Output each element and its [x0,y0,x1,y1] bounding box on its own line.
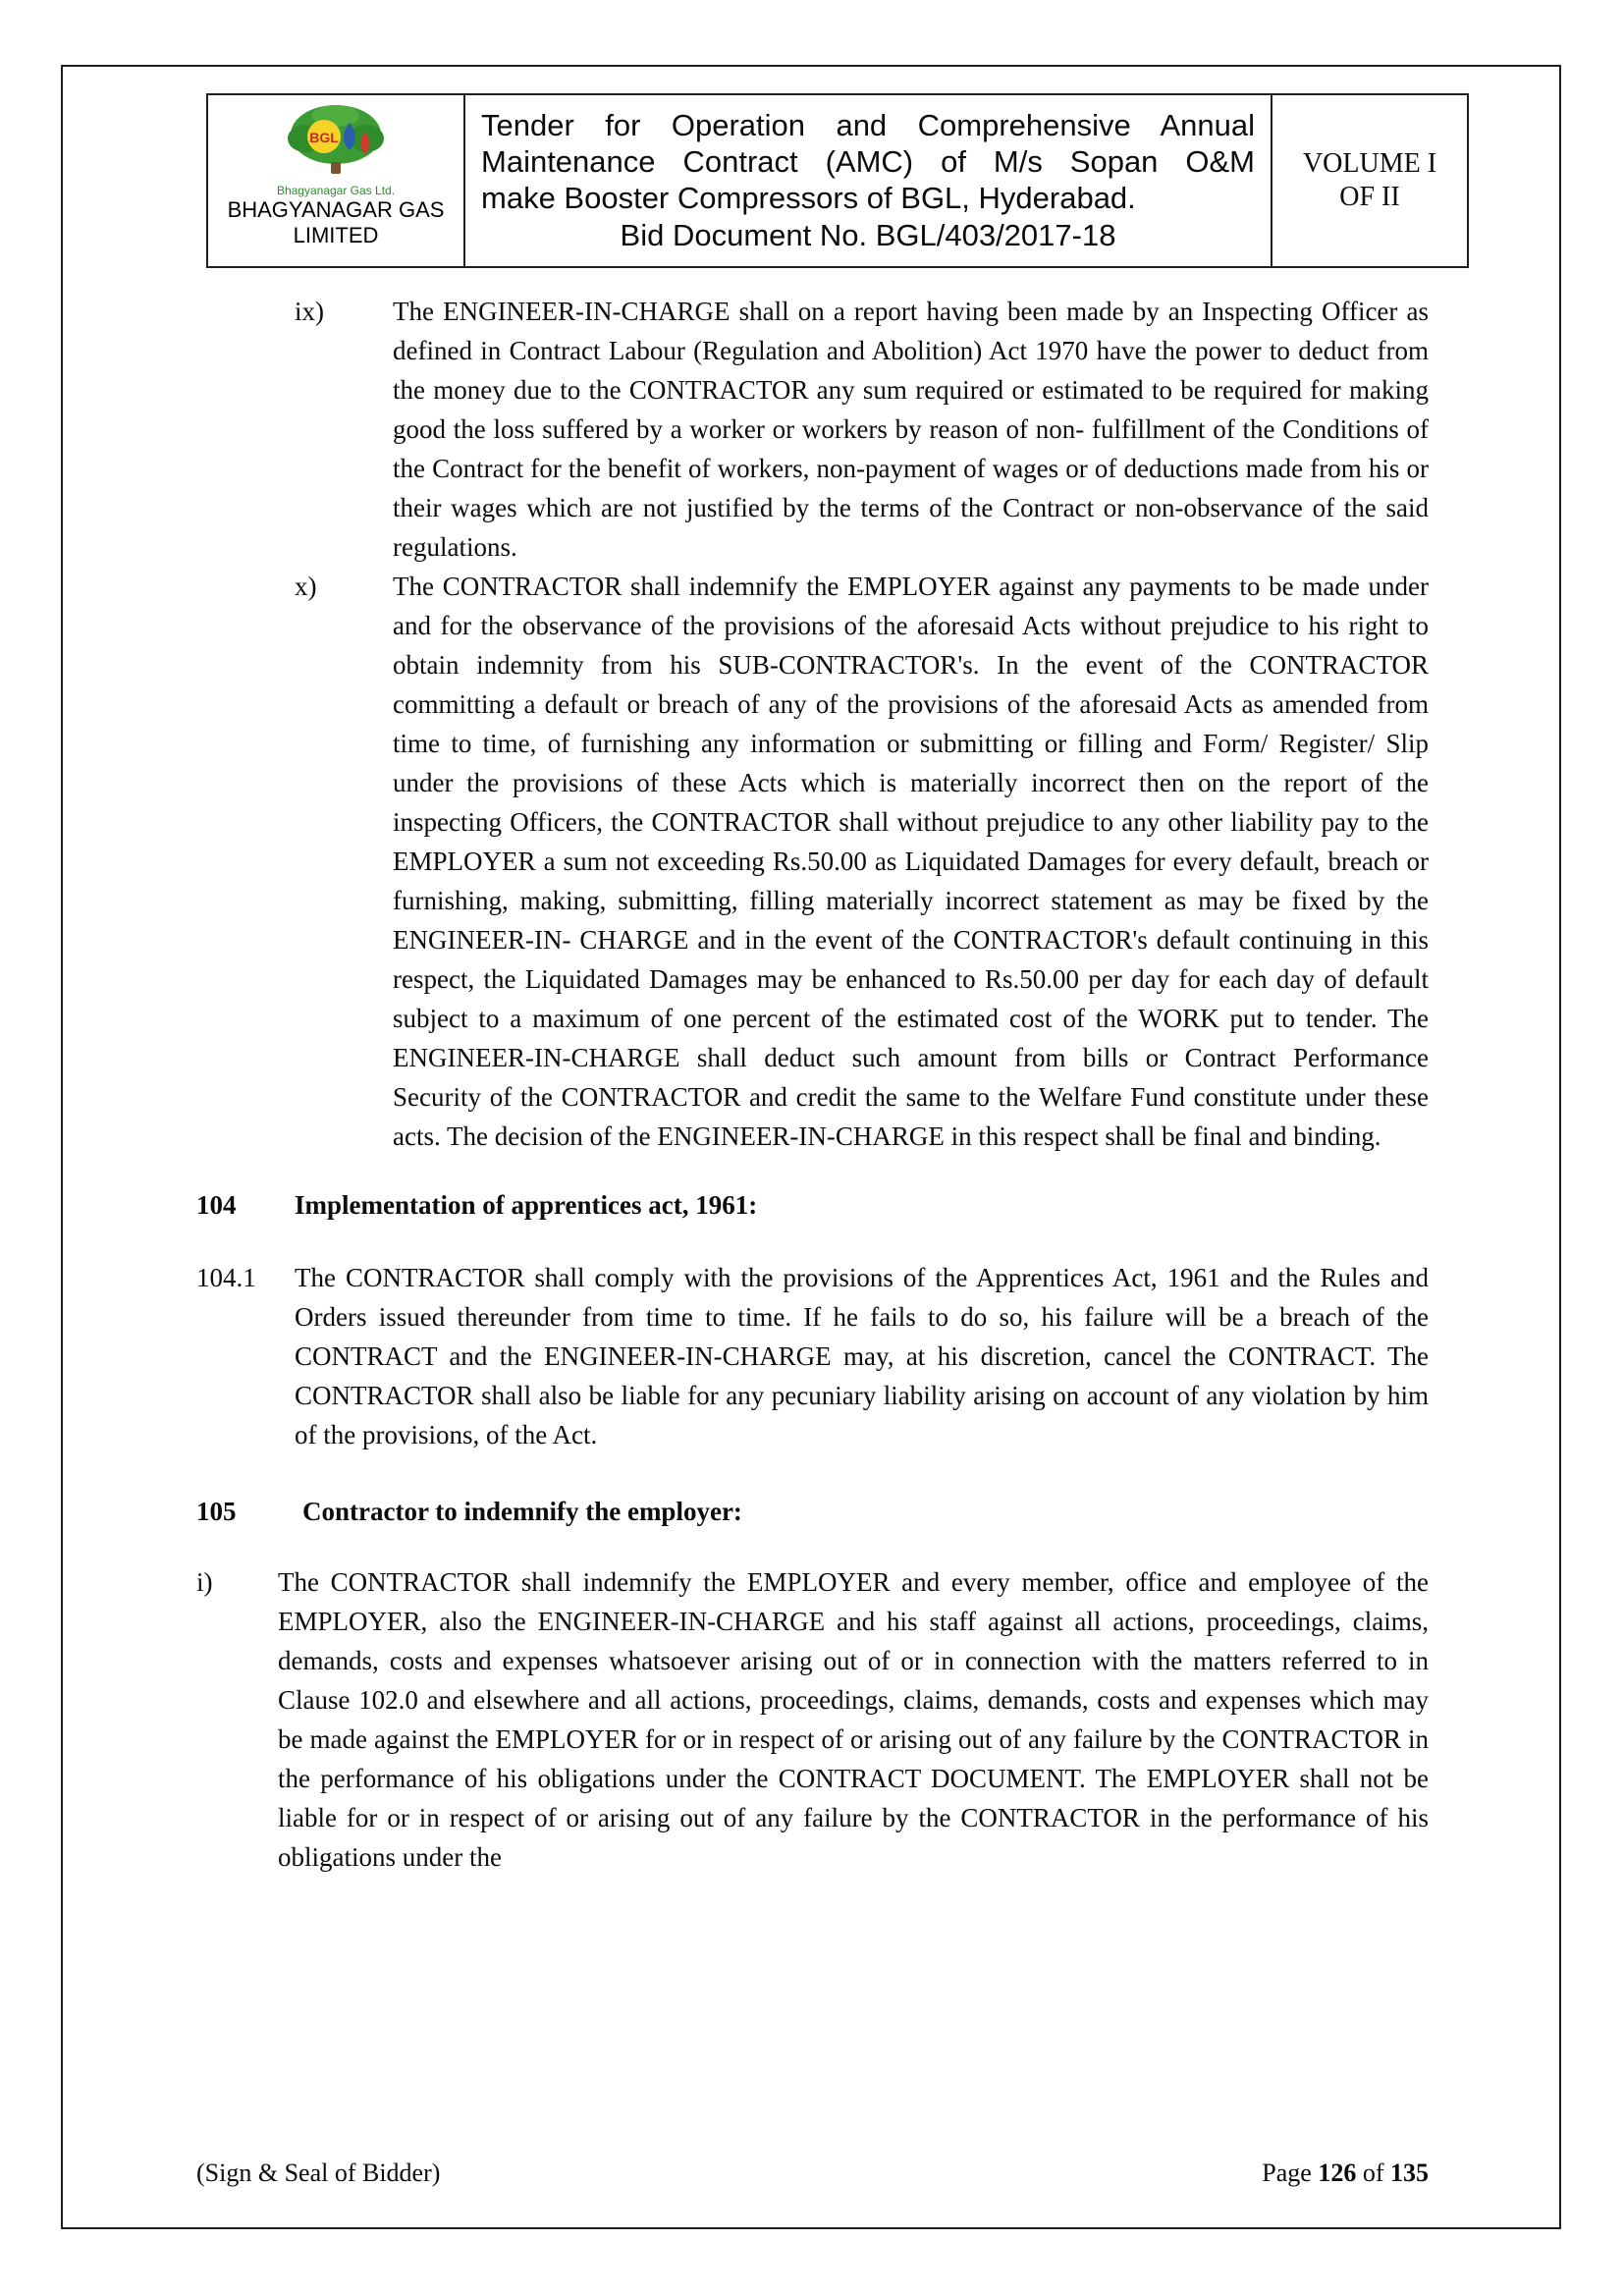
sign-seal-note: (Sign & Seal of Bidder) [196,2159,441,2187]
volume-line-1: VOLUME I [1302,148,1437,179]
page-total: 135 [1390,2159,1429,2187]
clause-marker: x) [295,572,317,601]
clause-item-i [196,1562,1429,1877]
logo-caption: Bhagyanagar Gas Ltd. [276,184,396,197]
document-body [196,292,1429,1877]
logo-cell [208,95,465,266]
tender-title-line-1: Tender for Operation and Comprehensive Annual [481,108,1255,142]
section-heading-104 [196,1185,1429,1225]
clause-text: The CONTRACTOR shall indemnify the EMPLOYER and every member, office and employee of the EMPLOYER, also the ENGINEER-IN-CHARGE and his staff against all actions, proceedings, claims, demands, costs and expenses whatsoever arising out of or in connection with the matters referred to in Clause 102.0 and elsewhere and all actions, proceedings, claims, demands, costs and expenses which may be made against the EMPLOYER for or in respect of or arising out of any failure by the CONTRACTOR in the performance of his obligations under the CONTRACT DOCUMENT. The EMPLOYER shall not be liable for or in respect of or arising out of any failure by the CONTRACTOR in the performance of his obligations under the [278,1567,1429,1872]
page-footer [196,2159,1429,2188]
page-current: 126 [1318,2159,1357,2187]
title-cell [465,95,1272,266]
section-number: 105 [196,1497,237,1526]
volume-cell [1272,95,1467,266]
of-word: of [1362,2159,1384,2187]
clause-marker: i) [196,1567,213,1597]
section-number: 104 [196,1190,237,1220]
org-name-line2: LIMITED [293,223,379,247]
section-title: Implementation of apprentices act, 1961: [295,1190,758,1220]
svg-text:BGL: BGL [309,130,339,145]
header-table [206,93,1469,268]
tender-title-line-2: Maintenance Contract (AMC) of M/s Sopan O&M [481,144,1255,179]
section-heading-105 [196,1492,1429,1531]
clause-item-ix [196,292,1429,567]
section-title: Contractor to indemnify the employer: [302,1497,742,1526]
section-paragraph-104-1 [196,1258,1429,1454]
org-name-line1: BHAGYANAGAR GAS [227,197,445,222]
bgl-logo-icon [278,101,394,186]
bid-document-number: Bid Document No. BGL/403/2017-18 [620,218,1116,252]
clause-item-x [196,567,1429,1156]
section-text: The CONTRACTOR shall comply with the provisions of the Apprentices Act, 1961 and the Rules and Orders issued thereunder from time to time. If he fails to do so, his failure will be a breach of the CONTRACT and the ENGINEER-IN-CHARGE may, at his discretion, cancel the CONTRACT. The CONTRACTOR shall also be liable for any pecuniary liability arising on account of any violation by him of the provisions, of the Act. [295,1263,1429,1449]
section-number: 104.1 [196,1263,256,1292]
clause-marker: ix) [295,297,324,326]
page-word: Page [1262,2159,1312,2187]
tender-title-line-3: make Booster Compressors of BGL, Hyderabad. [481,181,1136,215]
page-number [1262,2159,1429,2188]
clause-text: The CONTRACTOR shall indemnify the EMPLOYER against any payments to be made under and for the observance of the provisions of the aforesaid Acts without prejudice to his right to obtain indemnity from his SUB-CONTRACTOR's. In the event of the CONTRACTOR committing a default or breach of any of the provisions of the aforesaid Acts as amended from time to time, of furnishing any information or submitting or filling and Form/ Register/ Slip under the provisions of these Acts which is materially incorrect then on the report of the inspecting Officers, the CONTRACTOR shall without prejudice to any other liability pay to the EMPLOYER a sum not exceeding Rs.50.00 as Liquidated Damages for every default, breach or furnishing, making, submitting, filling materially incorrect statement as may be fixed by the ENGINEER-IN- CHARGE and in the event of the CONTRACTOR's default continuing in this respect, the Liquidated Damages may be enhanced to Rs.50.00 per day for each day of default subject to a maximum of one percent of the estimated cost of the WORK put to tender. The ENGINEER-IN-CHARGE shall deduct such amount from bills or Contract Performance Security of the CONTRACTOR and credit the same to the Welfare Fund constitute under these acts. The decision of the ENGINEER-IN-CHARGE in this respect shall be final and binding. [393,572,1429,1151]
clause-text: The ENGINEER-IN-CHARGE shall on a report having been made by an Inspecting Officer as defined in Contract Labour (Regulation and Abolition) Act 1970 have the power to deduct from the money due to the CONTRACTOR any sum required or estimated to be required for making good the loss suffered by a worker or workers by reason of non- fulfillment of the Conditions of the Contract for the benefit of workers, non-payment of wages or of deductions made from his or their wages which are not justified by the terms of the Contract or non-observance of the said regulations. [393,297,1429,562]
volume-line-2: OF II [1339,182,1400,212]
